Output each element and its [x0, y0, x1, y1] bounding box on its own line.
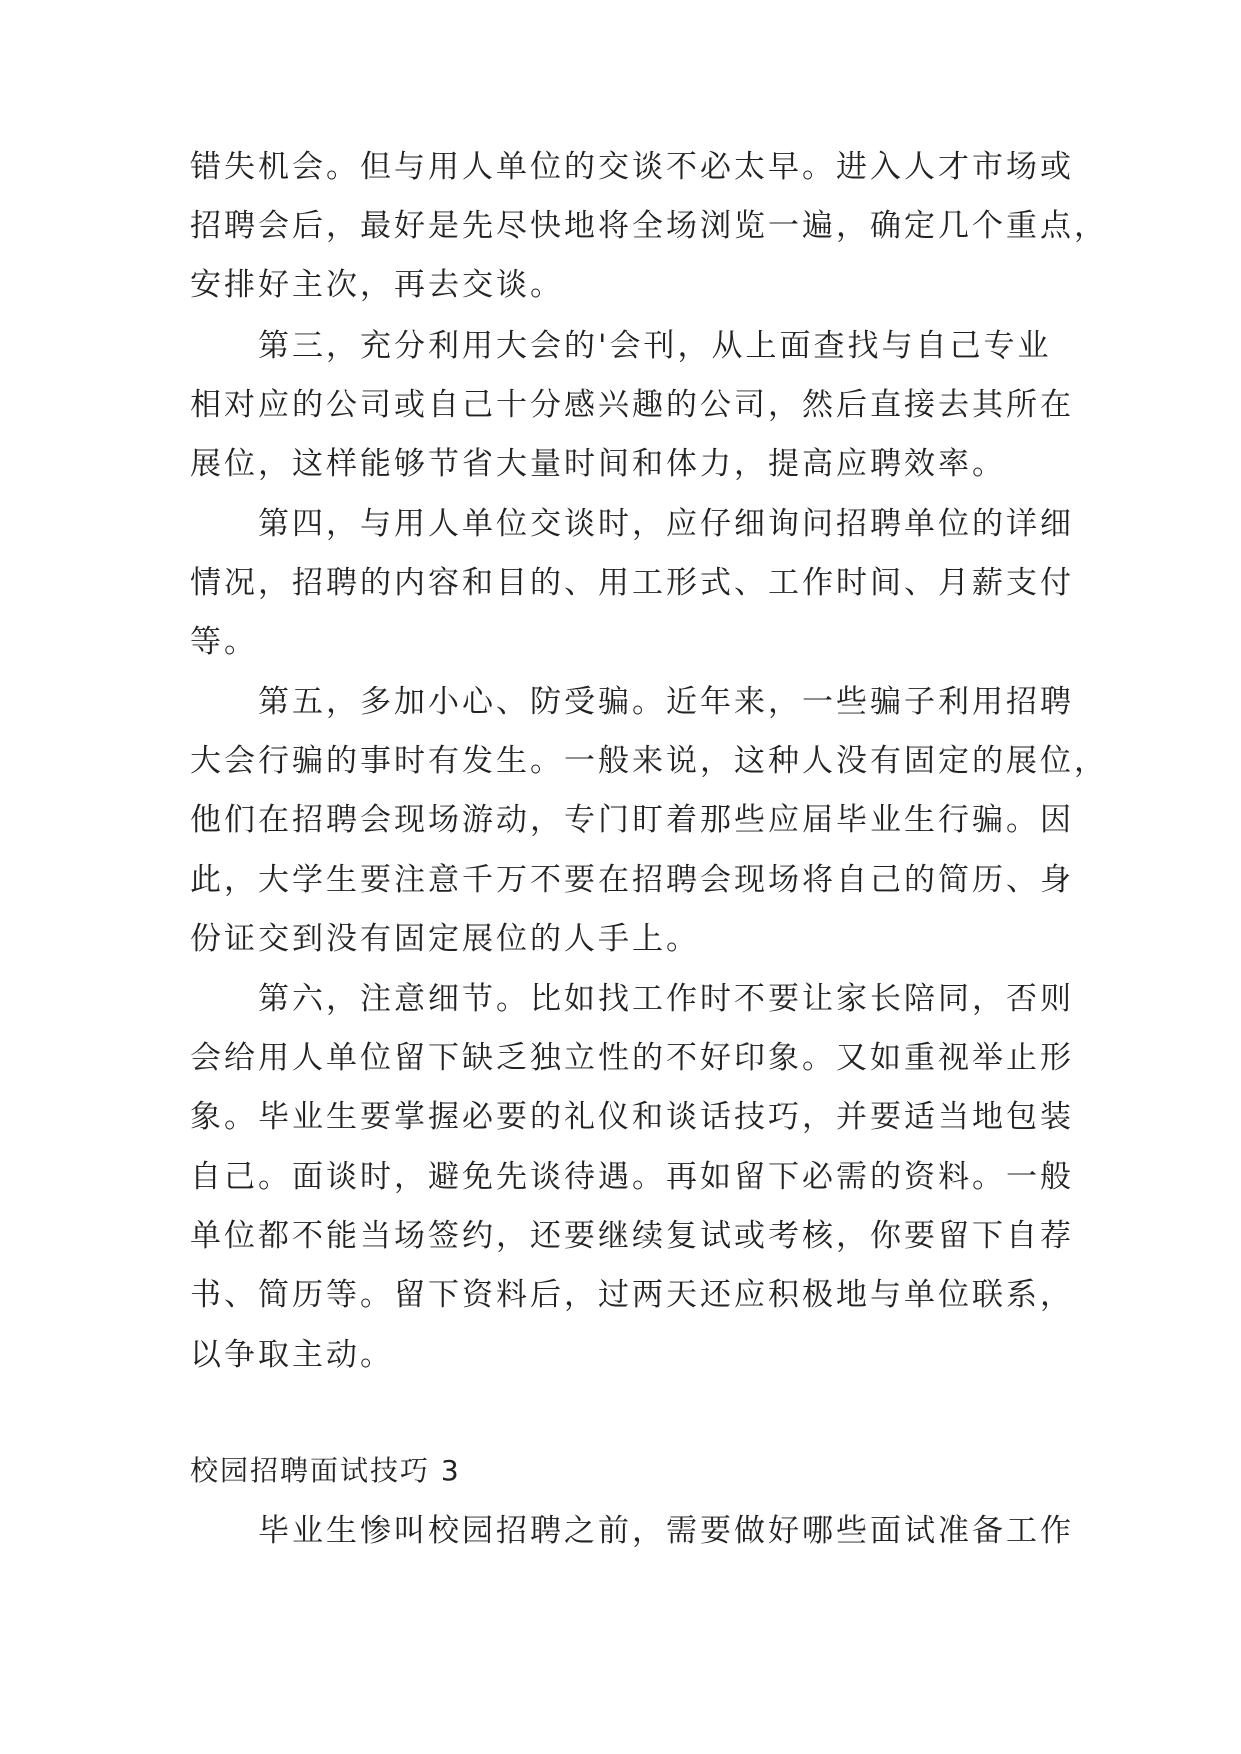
text-line: 相对应的公司或自己十分感兴趣的公司，然后直接去其所在 — [190, 387, 1074, 423]
text-line: 大会行骗的事时有发生。一般来说，这种人没有固定的展位， — [190, 743, 1108, 779]
text-line: 第四，与用人单位交谈时，应仔细询问招聘单位的详细 — [190, 506, 1074, 542]
text-line: 等。 — [190, 624, 258, 660]
text-line: 第六，注意细节。比如找工作时不要让家长陪同，否则 — [190, 981, 1074, 1017]
text-line: 错失机会。但与用人单位的交谈不必太早。进入人才市场或 — [190, 149, 1074, 185]
text-line: 第五，多加小心、防受骗。近年来，一些骗子利用招聘 — [190, 684, 1074, 720]
text-line: 以争取主动。 — [190, 1337, 394, 1373]
text-line: 招聘会后，最好是先尽快地将全场浏览一遍，确定几个重点， — [190, 208, 1108, 244]
text-line: 象。毕业生要掌握必要的礼仪和谈话技巧，并要适当地包装 — [190, 1099, 1074, 1135]
text-line: 他们在招聘会现场游动，专门盯着那些应届毕业生行骗。因 — [190, 802, 1074, 838]
text-line: 情况，招聘的内容和目的、用工形式、工作时间、月薪支付 — [190, 565, 1074, 601]
text-line: 安排好主次，再去交谈。 — [190, 267, 564, 303]
text-line: 第三，充分利用大会的'会刊，从上面查找与自己专业 — [190, 328, 1052, 364]
text-line: 自己。面谈时，避免先谈待遇。再如留下必需的资料。一般 — [190, 1159, 1074, 1195]
text-line: 书、简历等。留下资料后，过两天还应积极地与单位联系， — [190, 1277, 1074, 1313]
text-line: 此，大学生要注意千万不要在招聘会现场将自己的简历、身 — [190, 862, 1074, 898]
text-line: 会给用人单位留下缺乏独立性的不好印象。又如重视举止形 — [190, 1040, 1074, 1076]
section-heading: 校园招聘面试技巧 3 — [190, 1454, 461, 1487]
text-line: 单位都不能当场签约，还要继续复试或考核，你要留下自荐 — [190, 1218, 1074, 1254]
text-line: 份证交到没有固定展位的人手上。 — [190, 921, 700, 957]
text-line: 展位，这样能够节省大量时间和体力，提高应聘效率。 — [190, 446, 1006, 482]
text-line: 毕业生惨叫校园招聘之前，需要做好哪些面试准备工作 — [190, 1513, 1074, 1549]
